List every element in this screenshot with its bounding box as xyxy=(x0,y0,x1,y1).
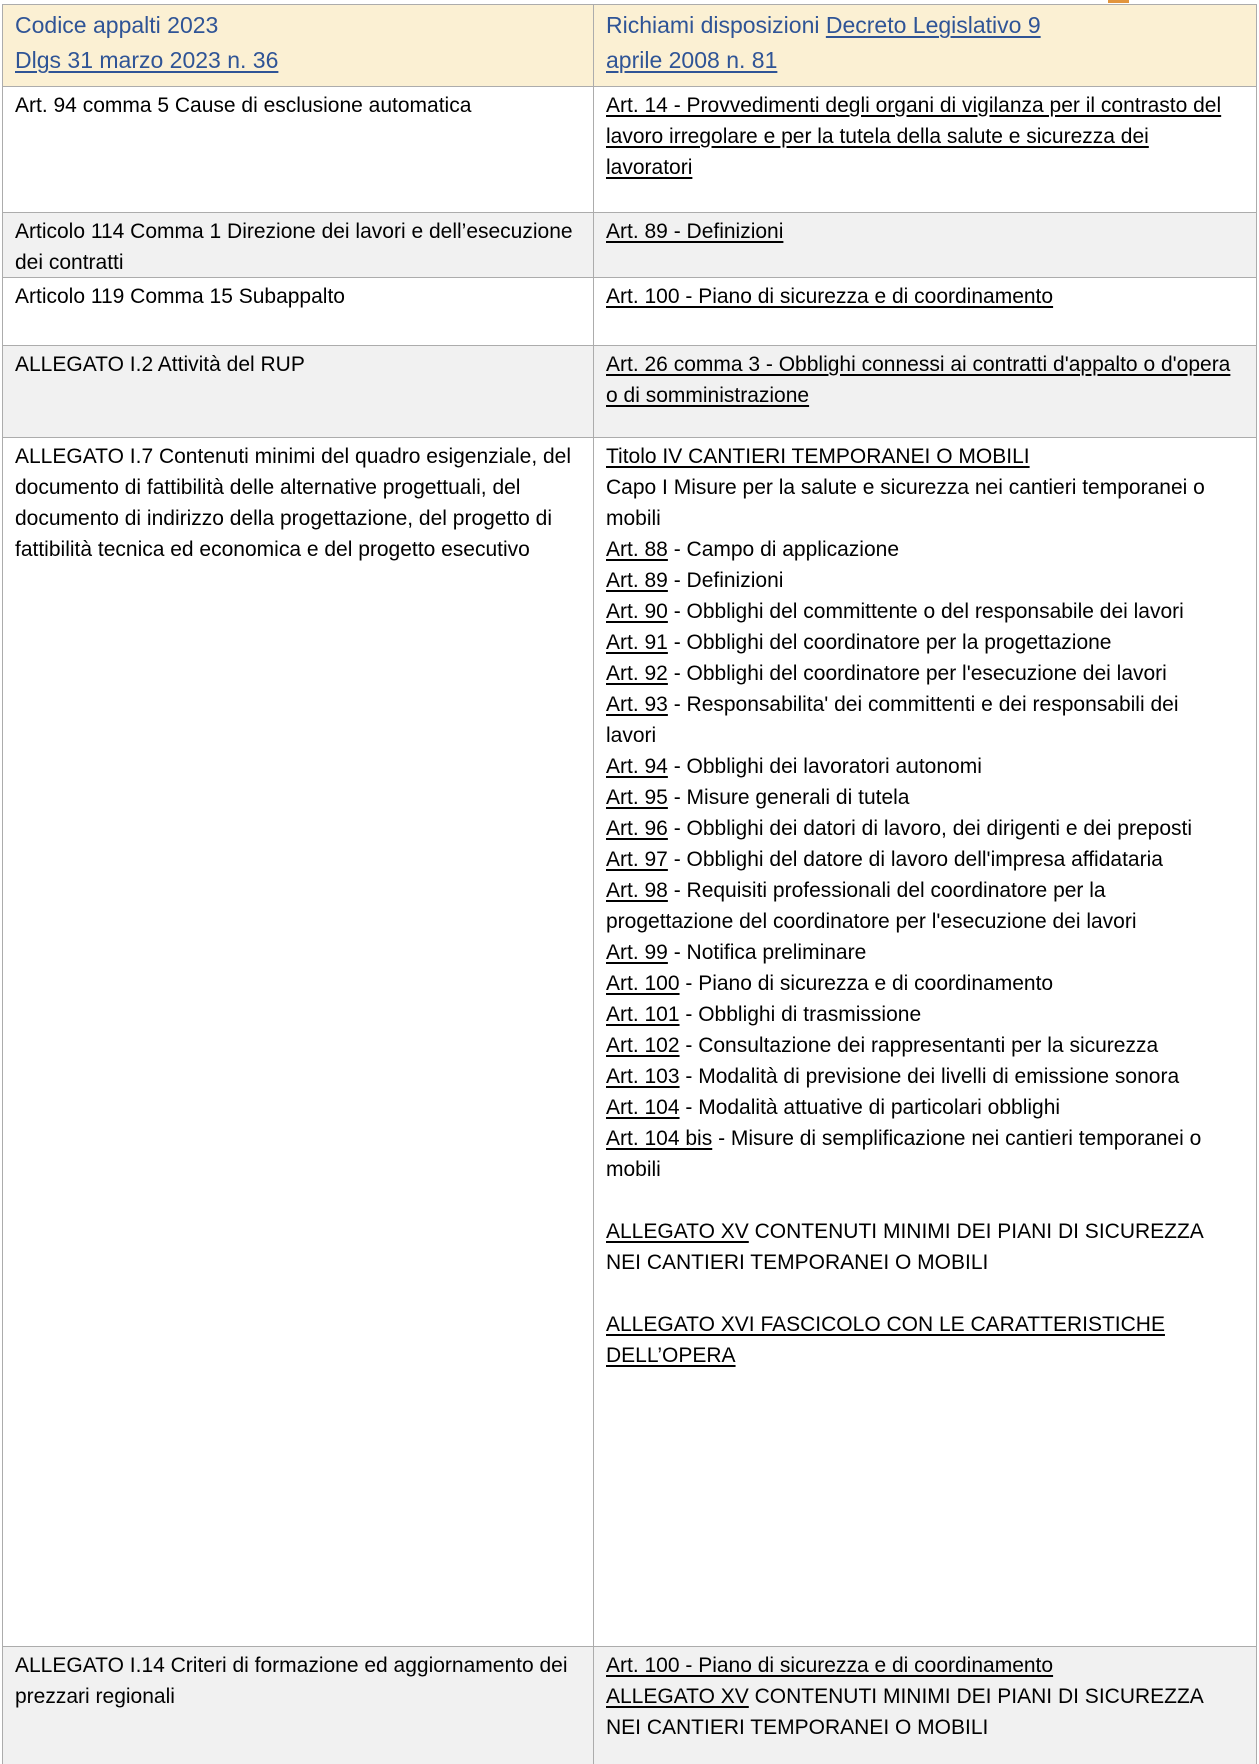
paragraph xyxy=(606,875,1232,937)
text-segment: - Piano di sicurezza e di coordinamento xyxy=(679,972,1054,995)
cell-left xyxy=(3,213,594,278)
paragraph xyxy=(606,1309,1232,1371)
table-row xyxy=(3,1647,1257,1764)
article-link[interactable]: Art. 90 xyxy=(606,600,668,623)
article-link[interactable]: Art. 104 bis xyxy=(606,1127,713,1150)
paragraph xyxy=(606,1216,1232,1278)
paragraph xyxy=(606,813,1232,844)
article-link[interactable]: Art. 26 comma 3 - Obblighi connessi ai contratti d'appalto o d'opera o di somministrazione xyxy=(606,353,1231,407)
paragraph xyxy=(606,472,1232,534)
paragraph xyxy=(606,349,1232,411)
paragraph xyxy=(606,1061,1232,1092)
table-row xyxy=(3,213,1257,278)
article-link[interactable]: Art. 97 xyxy=(606,848,668,871)
text-segment: ALLEGATO I.7 Contenuti minimi del quadro esigenziale, del documento di fattibilità delle alternative progettuali, del documento di indirizzo della progettazione, del progetto di fattibilità tecnica ed economica e del progetto esecutivo xyxy=(15,445,572,561)
text-segment: - Obblighi dei datori di lavoro, dei dirigenti e dei preposti xyxy=(667,817,1193,840)
article-link[interactable]: ALLEGATO XVI FASCICOLO CON LE CARATTERISTICHE DELL’OPERA xyxy=(606,1313,1165,1367)
paragraph xyxy=(606,658,1232,689)
article-link[interactable]: Titolo IV CANTIERI TEMPORANEI O MOBILI xyxy=(606,445,1030,468)
text-segment: - Obblighi del datore di lavoro dell'impresa affidataria xyxy=(667,848,1163,871)
header-row xyxy=(3,5,1257,87)
text-segment: - Responsabilita' dei committenti e dei responsabili dei lavori xyxy=(606,693,1179,747)
paragraph xyxy=(606,1092,1232,1123)
cell-right xyxy=(594,87,1257,213)
paragraph xyxy=(606,782,1232,813)
cell-right xyxy=(594,1647,1257,1764)
text-segment: - Obblighi del coordinatore per la progettazione xyxy=(667,631,1112,654)
cell-left xyxy=(3,87,594,213)
text-segment: Capo I Misure per la salute e sicurezza nei cantieri temporanei o mobili xyxy=(606,476,1205,530)
article-link[interactable]: Art. 91 xyxy=(606,631,668,654)
text-segment: CONTENUTI MINIMI DEI PIANI DI SICUREZZA NEI CANTIERI TEMPORANEI O MOBILI xyxy=(606,1685,1203,1739)
text-segment: - Obblighi di trasmissione xyxy=(679,1003,922,1026)
article-link[interactable]: Art. 99 xyxy=(606,941,668,964)
paragraph xyxy=(606,565,1232,596)
paragraph xyxy=(606,596,1232,627)
paragraph xyxy=(15,281,583,312)
paragraph xyxy=(606,216,1232,247)
article-link[interactable]: Art. 94 xyxy=(606,755,668,778)
article-link[interactable]: Art. 100 - Piano di sicurezza e di coordinamento xyxy=(606,1654,1054,1677)
text-segment: ALLEGATO I.14 Criteri di formazione ed aggiornamento dei prezzari regionali xyxy=(15,1654,568,1708)
article-link[interactable]: Art. 100 xyxy=(606,972,680,995)
cell-left xyxy=(3,346,594,438)
article-link[interactable]: Art. 93 xyxy=(606,693,668,716)
paragraph xyxy=(606,1185,1232,1216)
text-segment: - Notifica preliminare xyxy=(667,941,867,964)
paragraph xyxy=(606,689,1232,751)
table-row xyxy=(3,346,1257,438)
header-cell-richiami-disposizioni xyxy=(594,5,1257,87)
text-segment: Articolo 114 Comma 1 Direzione dei lavori e dell’esecuzione dei contratti xyxy=(15,220,573,274)
paragraph xyxy=(606,1030,1232,1061)
paragraph xyxy=(606,751,1232,782)
text-segment: - Obblighi dei lavoratori autonomi xyxy=(667,755,982,778)
text-segment: - Campo di applicazione xyxy=(667,538,899,561)
cell-right xyxy=(594,278,1257,346)
text-segment: - Modalità attuative di particolari obblighi xyxy=(679,1096,1061,1119)
article-link[interactable]: Art. 104 xyxy=(606,1096,680,1119)
article-link[interactable]: Art. 14 - Provvedimenti degli organi di vigilanza per il contrasto del lavoro irregolare e per la tutela della salute e sicurezza dei lavoratori xyxy=(606,94,1222,179)
header-cell-codice-appalti xyxy=(3,5,594,87)
table-row xyxy=(3,278,1257,346)
table-row xyxy=(3,438,1257,1647)
paragraph xyxy=(606,844,1232,875)
article-link[interactable]: Art. 95 xyxy=(606,786,668,809)
cell-left xyxy=(3,278,594,346)
article-link[interactable]: Art. 88 xyxy=(606,538,668,561)
comparison-table xyxy=(2,4,1257,1764)
article-link[interactable]: ALLEGATO XV xyxy=(606,1685,749,1708)
paragraph xyxy=(15,349,583,380)
cell-right xyxy=(594,438,1257,1647)
text-segment: Articolo 119 Comma 15 Subappalto xyxy=(15,285,345,308)
paragraph xyxy=(606,441,1232,472)
header-title-line1: Codice appalti 2023 xyxy=(15,12,219,38)
paragraph xyxy=(606,999,1232,1030)
page-top-marker xyxy=(1108,0,1129,3)
text-segment: - Obblighi del committente o del responsabile dei lavori xyxy=(667,600,1184,623)
text-segment: - Misure generali di tutela xyxy=(667,786,910,809)
table-row xyxy=(3,87,1257,213)
cell-left xyxy=(3,1647,594,1764)
paragraph xyxy=(15,441,583,565)
article-link[interactable]: Art. 89 - Definizioni xyxy=(606,220,784,243)
text-segment: - Modalità di previsione dei livelli di emissione sonora xyxy=(679,1065,1180,1088)
text-segment: - Definizioni xyxy=(667,569,784,592)
text-segment: Art. 94 comma 5 Cause di esclusione automatica xyxy=(15,94,472,117)
header-title-prefix: Richiami disposizioni xyxy=(606,12,826,38)
paragraph xyxy=(606,968,1232,999)
paragraph xyxy=(606,1681,1232,1743)
article-link[interactable]: Art. 96 xyxy=(606,817,668,840)
paragraph xyxy=(606,1650,1232,1681)
article-link[interactable]: Art. 103 xyxy=(606,1065,680,1088)
article-link[interactable]: Art. 92 xyxy=(606,662,668,685)
text-segment: - Consultazione dei rappresentanti per la sicurezza xyxy=(679,1034,1159,1057)
cell-left xyxy=(3,438,594,1647)
paragraph xyxy=(606,937,1232,968)
paragraph xyxy=(15,90,583,121)
text-segment: ALLEGATO I.2 Attività del RUP xyxy=(15,353,305,376)
paragraph xyxy=(606,534,1232,565)
header-link-dlgs-81-part1[interactable]: Decreto Legislativo 9 xyxy=(825,12,1041,38)
header-link-dlgs-36[interactable]: Dlgs 31 marzo 2023 n. 36 xyxy=(15,47,279,73)
text-segment: CONTENUTI MINIMI DEI PIANI DI SICUREZZA NEI CANTIERI TEMPORANEI O MOBILI xyxy=(606,1220,1203,1274)
cell-right xyxy=(594,213,1257,278)
paragraph xyxy=(606,90,1232,183)
article-link[interactable]: Art. 102 xyxy=(606,1034,680,1057)
text-segment: - Misure di semplificazione nei cantieri temporanei o mobili xyxy=(606,1127,1202,1181)
paragraph xyxy=(15,1650,583,1712)
paragraph xyxy=(606,627,1232,658)
text-segment: - Requisiti professionali del coordinatore per la progettazione del coordinatore per l'esecuzione dei lavori xyxy=(606,879,1137,933)
paragraph xyxy=(606,281,1232,312)
paragraph xyxy=(15,216,583,274)
paragraph xyxy=(606,1123,1232,1185)
article-link[interactable]: ALLEGATO XV xyxy=(606,1220,749,1243)
article-link[interactable]: Art. 89 xyxy=(606,569,668,592)
article-link[interactable]: Art. 100 - Piano di sicurezza e di coordinamento xyxy=(606,285,1054,308)
header-link-dlgs-81-part2[interactable]: aprile 2008 n. 81 xyxy=(606,47,778,73)
article-link[interactable]: Art. 101 xyxy=(606,1003,680,1026)
paragraph xyxy=(606,1278,1232,1309)
text-segment: - Obblighi del coordinatore per l'esecuzione dei lavori xyxy=(667,662,1167,685)
cell-right xyxy=(594,346,1257,438)
article-link[interactable]: Art. 98 xyxy=(606,879,668,902)
